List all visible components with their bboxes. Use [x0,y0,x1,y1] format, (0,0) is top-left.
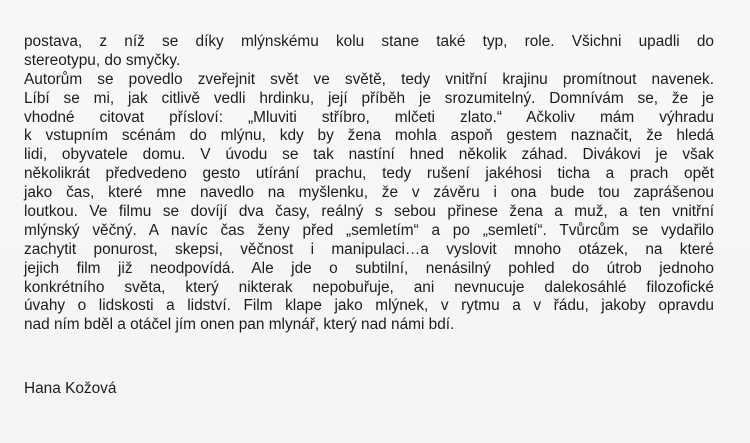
text-line: nad ním bděl a otáčel jím onen pan mlynář, který nad námi bdí. [24,316,455,334]
text-line: lidi, obyvatele domu. V úvodu se tak nastíní hned několik záhad. Divákovi je však [24,146,714,164]
text-line: vhodné citovat přísloví: „Mluviti stříbro, mlčeti zlato.“ Ačkoliv mám výhradu [24,108,714,126]
text-line: několikrát předvedeno gesto utírání prachu, tedy rušení jakéhosi ticha a prach opět [24,165,714,183]
text-line: zachytit ponurost, skepsi, věčnost i manipulaci…a vyslovit mnoho otázek, na které [24,240,714,258]
text-line: postava, z níž se díky mlýnskému kolu stane také typ, role. Všichni upadli do [24,33,714,50]
text-line: Autorům se povedlo zveřejnit svět ve světě, tedy vnitřní krajinu promítnout navenek. [24,70,714,88]
review-text [24,33,714,335]
text-line: Líbí se mi, jak citlivě vedli hrdinku, její příběh je srozumitelný. Domnívám se, že je [24,89,714,107]
text-line: konkrétního světa, který nikterak nepobuřuje, ani nevnucuje dalekosáhlé filozofické [24,278,714,296]
text-line: jako čas, které mne navedlo na myšlenku, že v závěru i ona bude tou zaprášenou [24,184,714,202]
text-line: mlýnský věčný. A navíc čas ženy před „semletím“ a po „semletí“. Tvůrcům se vydařilo [24,221,714,239]
text-line: k vstupním scénám do mlýnu, kdy by žena mohla aspoň gestem naznačit, že hledá [24,127,714,145]
text-line: úvahy o lidskosti a lidství. Film klape jako mlýnek, v rytmu a v řádu, jakoby opravdu [24,297,714,315]
text-line: loutkou. Ve filmu se dovíjí dva časy, reálný s sebou přinese žena a muž, a ten vnitřní [24,203,714,221]
text-line: stereotypu, do smyčky. [24,51,181,69]
author-signature: Hana Kožová [24,380,117,397]
text-line: jejich film již neodpovídá. Ale jde o subtilní, nenásilný pohled do útrob jednoho [24,259,714,277]
